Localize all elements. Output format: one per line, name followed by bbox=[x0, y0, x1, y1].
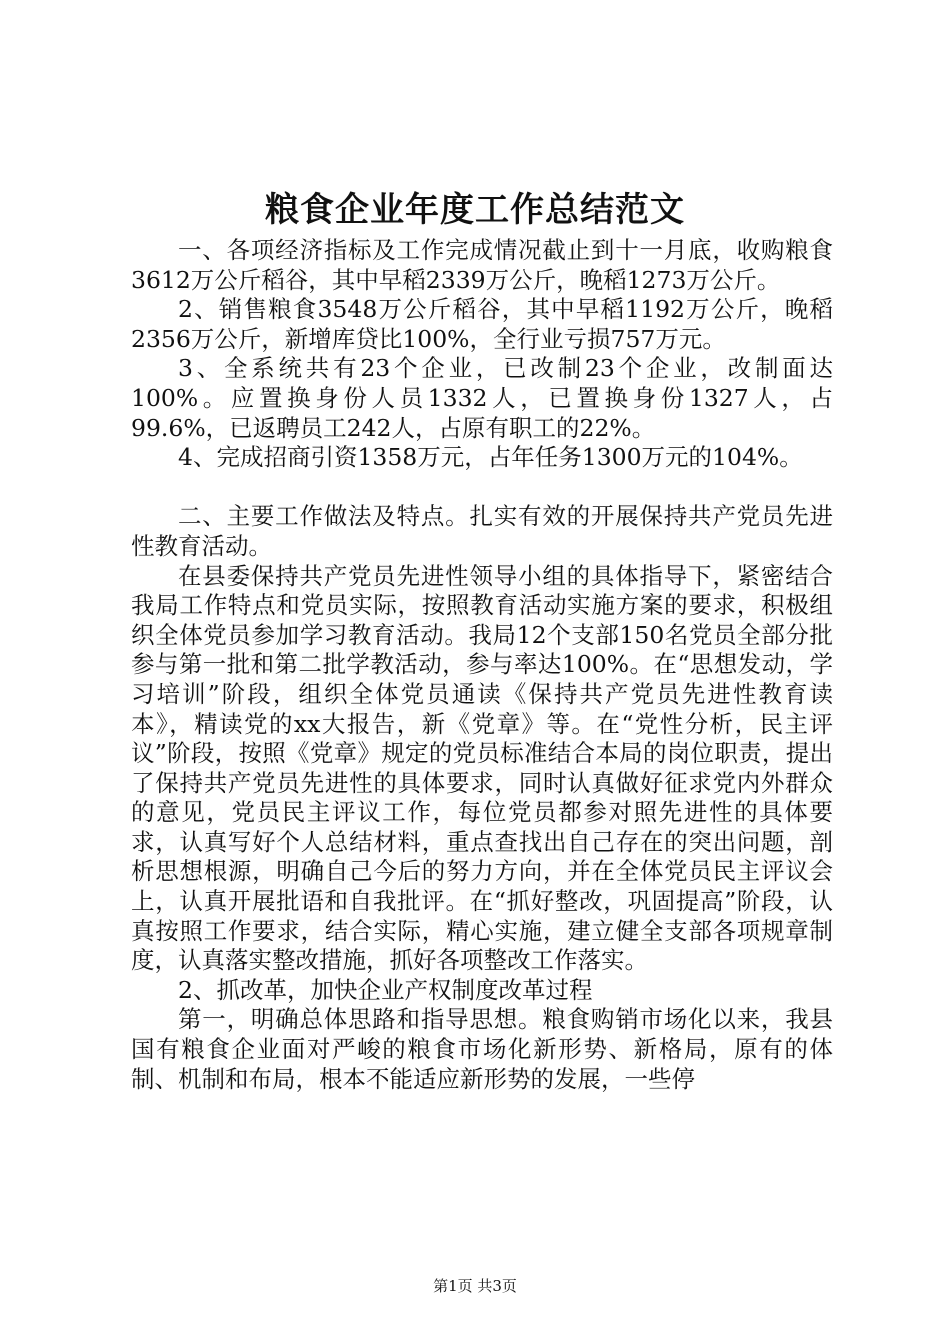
blank-line bbox=[131, 473, 833, 503]
document-body bbox=[131, 236, 833, 1094]
paragraph-reform-stats: 3、全系统共有23个企业，已改制23个企业，改制面达100%。应置换身份人员1332人，已置换身份1327人，占99.6%，已返聘员工242人，占原有职工的22%。 bbox=[131, 354, 833, 442]
paragraph-first-thinking: 第一，明确总体思路和指导思想。粮食购销市场化以来，我县国有粮食企业面对严峻的粮食市场化新形势、新格局，原有的体制、机制和布局，根本不能适应新形势的发展，一些停 bbox=[131, 1005, 833, 1093]
paragraph-sales: 2、销售粮食3548万公斤稻谷，其中早稻1192万公斤，晚稻2356万公斤，新增库贷比100%，全行业亏损757万元。 bbox=[131, 295, 833, 353]
paragraph-party-education: 在县委保持共产党员先进性领导小组的具体指导下，紧密结合我局工作特点和党员实际，按照教育活动实施方案的要求，积极组织全体党员参加学习教育活动。我局12个支部150名党员全部分批参与第一批和第二批学教活动，参与率达100%。在“思想发动，学习培训”阶段，组织全体党员通读《保持共产党员先进性教育读本》，精读党的xx大报告，新《党章》等。在“党性分析，民主评议”阶段，按照《党章》规定的党员标准结合本局的岗位职责，提出了保持共产党员先进性的具体要求，同时认真做好征求党内外群众的意见，党员民主评议工作，每位党员都参对照先进性的具体要求，认真写好个人总结材料，重点查找出自己存在的突出问题，剖析思想根源，明确自己今后的努力方向，并在全体党员民主评议会上，认真开展批语和自我批评。在“抓好整改，巩固提高”阶段，认真按照工作要求，结合实际，精心实施，建立健全支部各项规章制度，认真落实整改措施，抓好各项整改工作落实。 bbox=[131, 561, 833, 975]
paragraph-section-two-heading: 二、主要工作做法及特点。扎实有效的开展保持共产党员先进性教育活动。 bbox=[131, 502, 833, 560]
paragraph-investment: 4、完成招商引资1358万元，占年任务1300万元的104%。 bbox=[178, 443, 803, 472]
paragraph-reform-heading: 2、抓改革，加快企业产权制度改革过程 bbox=[178, 975, 593, 1004]
paragraph-indicators: 一、各项经济指标及工作完成情况截止到十一月底，收购粮食3612万公斤稻谷，其中早稻2339万公斤，晚稻1273万公斤。 bbox=[131, 236, 833, 294]
page-footer: 第1页 共3页 bbox=[433, 1277, 517, 1295]
document-title: 粮食企业年度工作总结范文 bbox=[265, 190, 685, 230]
